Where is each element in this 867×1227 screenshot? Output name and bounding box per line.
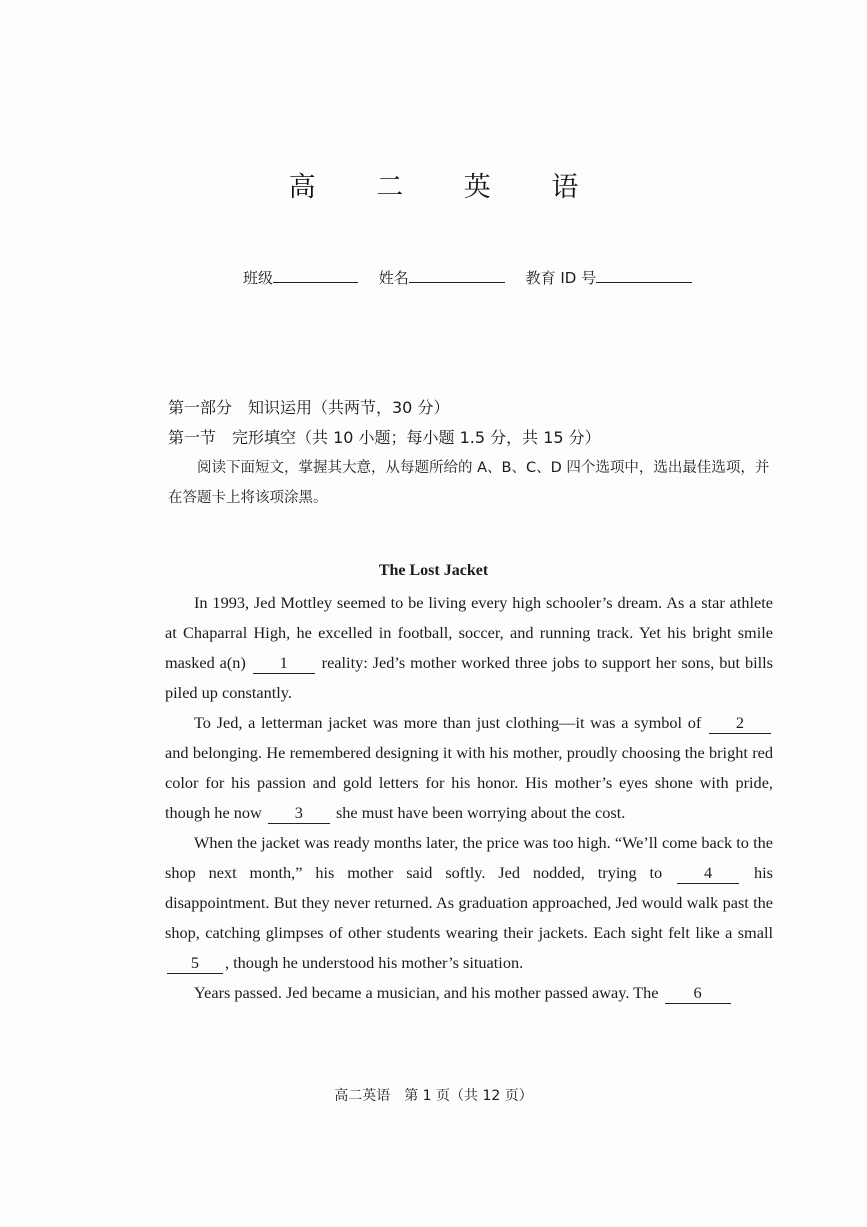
- part-heading: 第一部分 知识运用（共两节，30 分）: [168, 398, 450, 417]
- blank-5: 5: [167, 953, 223, 974]
- blank-6: 6: [665, 983, 731, 1004]
- paragraph-text: To Jed, a letterman jacket was more than just clothing—it was a symbol of: [194, 713, 702, 732]
- paragraph-3: [165, 828, 773, 978]
- paragraph-text: she must have been worrying about the cost.: [335, 803, 626, 822]
- page-footer: 高二英语 第 1 页（共 12 页）: [334, 1088, 533, 1104]
- paragraph-2: [165, 708, 773, 828]
- paragraph-text: When the jacket was ready months later, the price was too high. “We’ll come back to the shop next month,” his mother said softly. Jed nodded, trying to: [165, 833, 773, 882]
- name-line: [409, 268, 505, 283]
- passage-body: [165, 588, 773, 1008]
- name-field: [379, 267, 505, 288]
- class-line: [273, 268, 358, 283]
- student-info-row: [243, 267, 708, 288]
- section-heading: 第一节 完形填空（共 10 小题；每小题 1.5 分，共 15 分）: [168, 428, 601, 447]
- paragraph-text: , though he understood his mother’s situation.: [225, 953, 524, 972]
- paragraph-4: [165, 978, 773, 1008]
- paragraph-text: reality: Jed’s mother worked three jobs to support her sons, but bills piled up constantly.: [165, 653, 773, 702]
- id-line: [596, 268, 692, 283]
- id-label: 教育 ID 号: [525, 269, 597, 287]
- paragraph-1: [165, 588, 773, 708]
- blank-4: 4: [677, 863, 739, 884]
- passage-title: The Lost Jacket: [378, 562, 489, 579]
- blank-3: 3: [268, 803, 330, 824]
- paragraph-text: In 1993, Jed Mottley seemed to be living every high schooler’s dream. As a star athlete at Chaparral High, he excelled in football, soccer, and running track. Yet his bright smile masked a(n): [165, 593, 773, 672]
- paragraph-text: and belonging. He remembered designing it with his mother, proudly choosing the bright red color for his passion and gold letters for his honor. His mother’s eyes shone with pride, though he now: [165, 743, 773, 822]
- class-label: 班级: [243, 269, 274, 287]
- paragraph-text: his disappointment. But they never returned. As graduation approached, Jed would walk past the shop, catching glimpses of other students wearing their jackets. Each sight felt like a small: [165, 863, 773, 942]
- instructions: 阅读下面短文，掌握其大意，从每题所给的 A、B、C、D 四个选项中，选出最佳选项，并在答题卡上将该项涂黑。: [168, 460, 770, 506]
- blank-1: 1: [253, 653, 315, 674]
- exam-title: 高 二 英 语: [288, 172, 605, 203]
- class-field: [243, 267, 358, 288]
- id-field: [526, 267, 693, 288]
- blank-2: 2: [709, 713, 771, 734]
- name-label: 姓名: [378, 269, 409, 287]
- paragraph-text: Years passed. Jed became a musician, and his mother passed away. The: [194, 983, 659, 1002]
